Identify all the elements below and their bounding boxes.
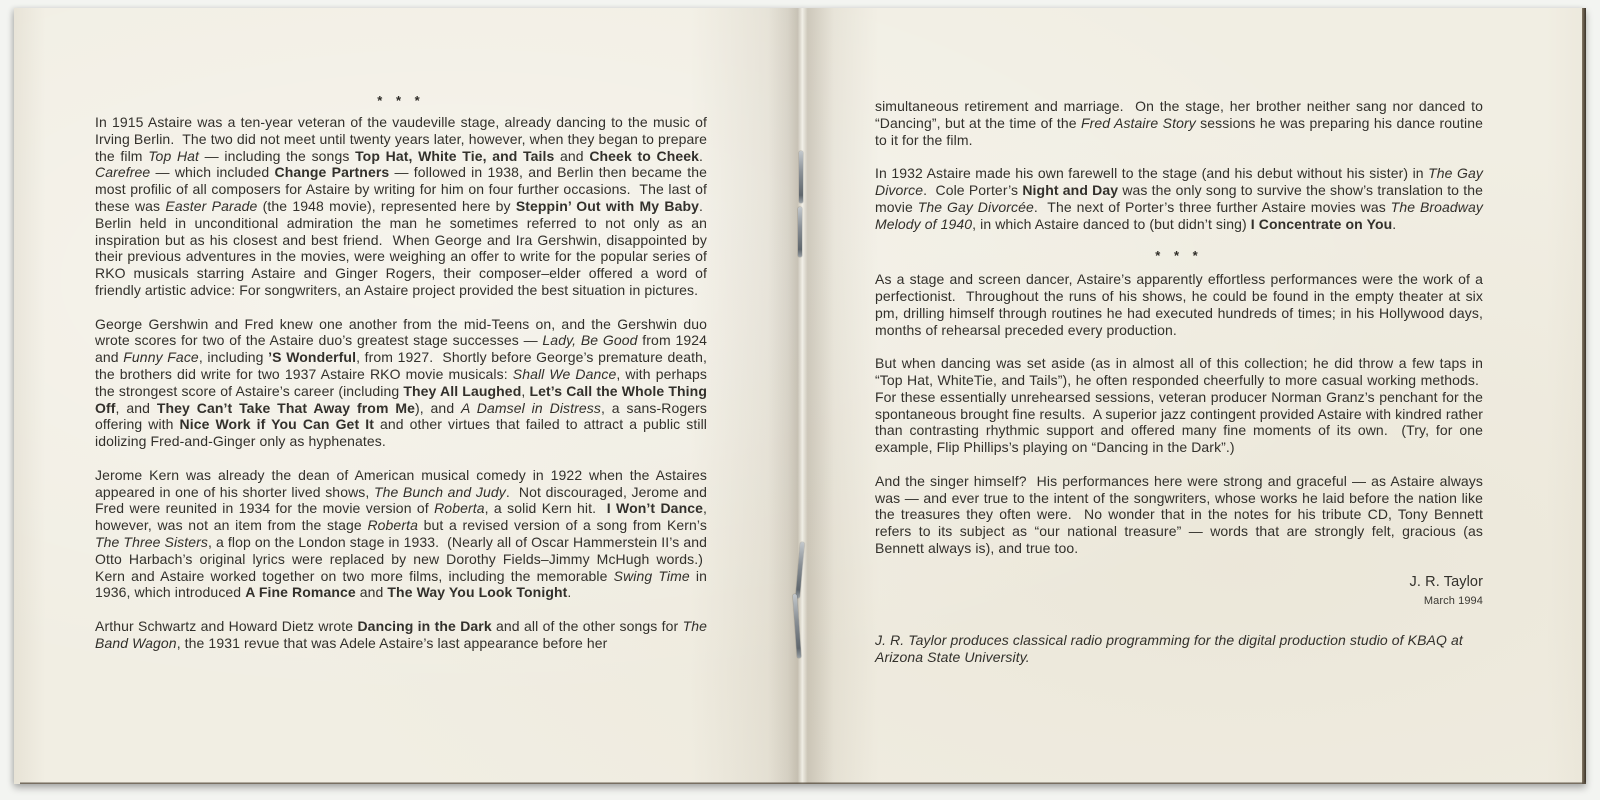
signature-name: J. R. Taylor — [1409, 573, 1483, 590]
paragraph: Jerome Kern was already the dean of American musical comedy in 1922 when the Astaires appeared in one of his shorter lived shows, The Bunch and Judy. Not discouraged, Jerome and Fred were reunited in 1934 for the movie version of Roberta, a solid Kern hit. I Won’t Dance, however, was not an item from the stage Roberta but a revised version of a song from Kern’s The Three Sisters, a flop on the London stage in 1933. (Nearly all of Oscar Hammerstein II’s and Otto Harbach’s original lyrics were replaced by new Dorothy Fields–Jimmy McHugh words.) Kern and Astaire worked together on two more films, including the memorable Swing Time in 1936, which introduced A Fine Romance and The Way You Look Tonight. — [95, 466, 707, 601]
staple-leg — [799, 151, 803, 203]
left-page-text-column — [95, 94, 707, 668]
right-page-text-column — [875, 98, 1483, 666]
paragraph: George Gershwin and Fred knew one another from the mid-Teens on, and the Gershwin duo wrote scores for two of the Astaire duo’s greatest stage successes — Lady, Be Good from 1924 and Funny Face, including ’S Wonderful, from 1927. Shortly before George’s premature death, the brothers did write for two 1937 Astaire RKO movie musicals: Shall We Dance, with perhaps the strongest score of Astaire’s career (including They All Laughed, Let’s Call the Whole Thing Off, and They Can’t Take That Away from Me), and A Damsel in Distress, a sans-Rogers offering with Nice Work if You Can Get It and other virtues that failed to attract a public still idolizing Fred-and-Ginger only as hyphenates. — [95, 315, 708, 450]
right-page — [800, 8, 1586, 784]
staple-leg — [793, 594, 801, 658]
left-page — [14, 8, 800, 784]
booklet — [14, 8, 1586, 784]
staple-leg — [798, 207, 802, 257]
section-divider: * * * — [377, 93, 425, 108]
page-bottom-edge — [20, 782, 1586, 784]
paragraph: And the singer himself? His performances here were strong and graceful — as Astaire always was — and ever true to the intent of the songwriters, whose works he laid before the nation like the treasures they often were. No wonder that in the notes for his tribute CD, Tony Bennett refers to its subject as “our national treasure” — words that are strongly felt, gracious (as Bennett always is), and true too. — [875, 472, 1483, 556]
paragraph: In 1932 Astaire made his own farewell to the stage (and his debut without his sister) in The Gay Divorce. Cole Porter’s Night and Day was the only song to survive the show’s translation to the movie The Gay Divorcée. The next of Porter’s three further Astaire movies was The Broadway Melody of 1940, in which Astaire danced to (but didn’t sing) I Concentrate on You. — [875, 165, 1484, 232]
paragraph: As a stage and screen dancer, Astaire’s apparently effortless performances were the work of a perfectionist. Throughout the runs of his shows, he could be found in the empty theater at six pm, drilling himself through routines he had executed hundreds of times; in his Hollywood days, months of rehearsal preceded every production. — [875, 271, 1483, 338]
paragraph: simultaneous retirement and marriage. On the stage, her brother neither sang nor danced to “Dancing”, but at the time of the Fred Astaire Story sessions he was preparing his dance routine to it for the film. — [875, 98, 1483, 148]
section-divider: * * * — [1155, 248, 1203, 264]
page-stack-edge — [1582, 8, 1586, 784]
paragraph: Arthur Schwartz and Howard Dietz wrote Dancing in the Dark and all of the other songs for The Band Wagon, the 1931 revue that was Adele Astaire’s last appearance before her — [95, 617, 707, 651]
paragraph: In 1915 Astaire was a ten-year veteran of the vaudeville stage, already dancing to the music of Irving Berlin. The two did not meet until twenty years later, however, when they began to prepare the film Top Hat — including the songs Top Hat, White Tie, and Tails and Cheek to Cheek. Carefree — which included Change Partners — followed in 1938, and Berlin then became the most profilic of all composers for Astaire by writing for him on four further occasions. The last of these was Easter Parade (the 1948 movie), represented here by Steppin’ Out with My Baby. Berlin held in unconditional admiration the man he sometimes referred to not only as an inspiration but as his closest and best friend. When George and Ira Gershwin, disappointed by their previous adventures in the movies, were weighing an offer to write for the popular series of RKO musicals starring Astaire and Ginger Rogers, their composer–elder offered a word of friendly artistic advice: For songwriters, an Astaire project provided the best situation in pictures. — [95, 114, 708, 298]
author-note: J. R. Taylor produces classical radio programming for the digital production studio of KBAQ at Arizona State University. — [875, 632, 1463, 666]
staple-bottom — [794, 542, 802, 660]
paragraph: But when dancing was set aside (as in almost all of this collection; he did throw a few taps in “Top Hat, WhiteTie, and Tails”), he often responded cheerfully to more casual working methods. For these essentially unrehearsed sessions, veteran producer Norman Granz’s penchant for the spontaneous brought fine results. A superior jazz contingent provided Astaire with kindred rather than contrasting rhythmic support and offered many fine moments of its own. (Try, for one example, Flip Phillips’s playing on “Dancing in the Dark”.) — [875, 355, 1483, 456]
signature-date: March 1994 — [1423, 595, 1483, 608]
staple-top — [797, 151, 805, 257]
